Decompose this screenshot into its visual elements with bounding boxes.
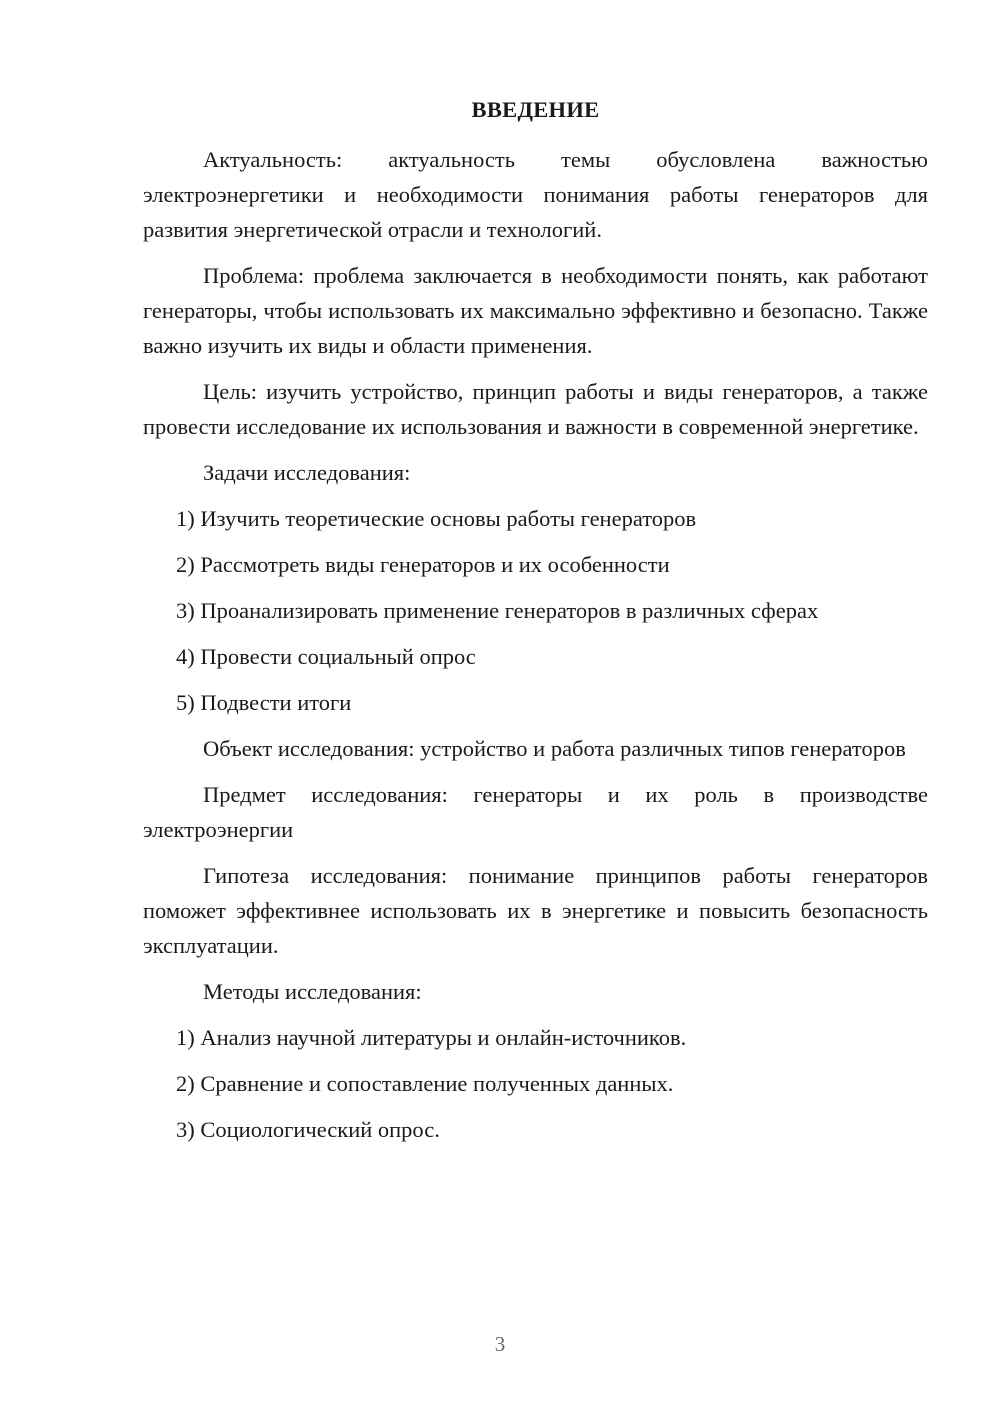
list-item: 4) Провести социальный опрос — [176, 644, 476, 669]
tasks-label: Задачи исследования: — [203, 460, 411, 485]
methods-label: Методы исследования: — [203, 979, 422, 1004]
list-item: 2) Сравнение и сопоставление полученных данных. — [176, 1071, 674, 1096]
page-title: ВВЕДЕНИЕ — [471, 97, 600, 122]
paragraph-problem: Проблема: проблема заключается в необходимости понять, как работают генераторы, чтобы использовать их максимально эффективно и безопасно. Также важно изучить их виды и области применения. — [143, 263, 928, 358]
list-item: 5) Подвести итоги — [176, 690, 352, 715]
paragraph-subject: Предмет исследования: генераторы и их роль в производстве электроэнергии — [143, 782, 928, 842]
list-item: 3) Социологический опрос. — [176, 1117, 440, 1142]
paragraph-relevance: Актуальность: актуальность темы обусловлена важностью электроэнергетики и необходимости понимания работы генераторов для развития энергетической отрасли и технологий. — [143, 147, 928, 242]
list-item: 1) Анализ научной литературы и онлайн-источников. — [176, 1025, 687, 1050]
list-item: 2) Рассмотреть виды генераторов и их особенности — [176, 552, 670, 577]
page-content — [143, 92, 928, 1158]
paragraph-hypothesis: Гипотеза исследования: понимание принципов работы генераторов поможет эффективнее использовать их в энергетике и повысить безопасность эксплуатации. — [143, 863, 928, 958]
paragraph-object: Объект исследования: устройство и работа различных типов генераторов — [203, 736, 906, 761]
page-number: 3 — [494, 1332, 506, 1356]
methods-list — [143, 1020, 928, 1147]
list-item: 3) Проанализировать применение генераторов в различных сферах — [176, 598, 819, 623]
list-item: 1) Изучить теоретические основы работы генераторов — [176, 506, 697, 531]
paragraph-goal: Цель: изучить устройство, принцип работы и виды генераторов, а также провести исследование их использования и важности в современной энергетике. — [143, 379, 928, 439]
tasks-list — [143, 501, 928, 720]
